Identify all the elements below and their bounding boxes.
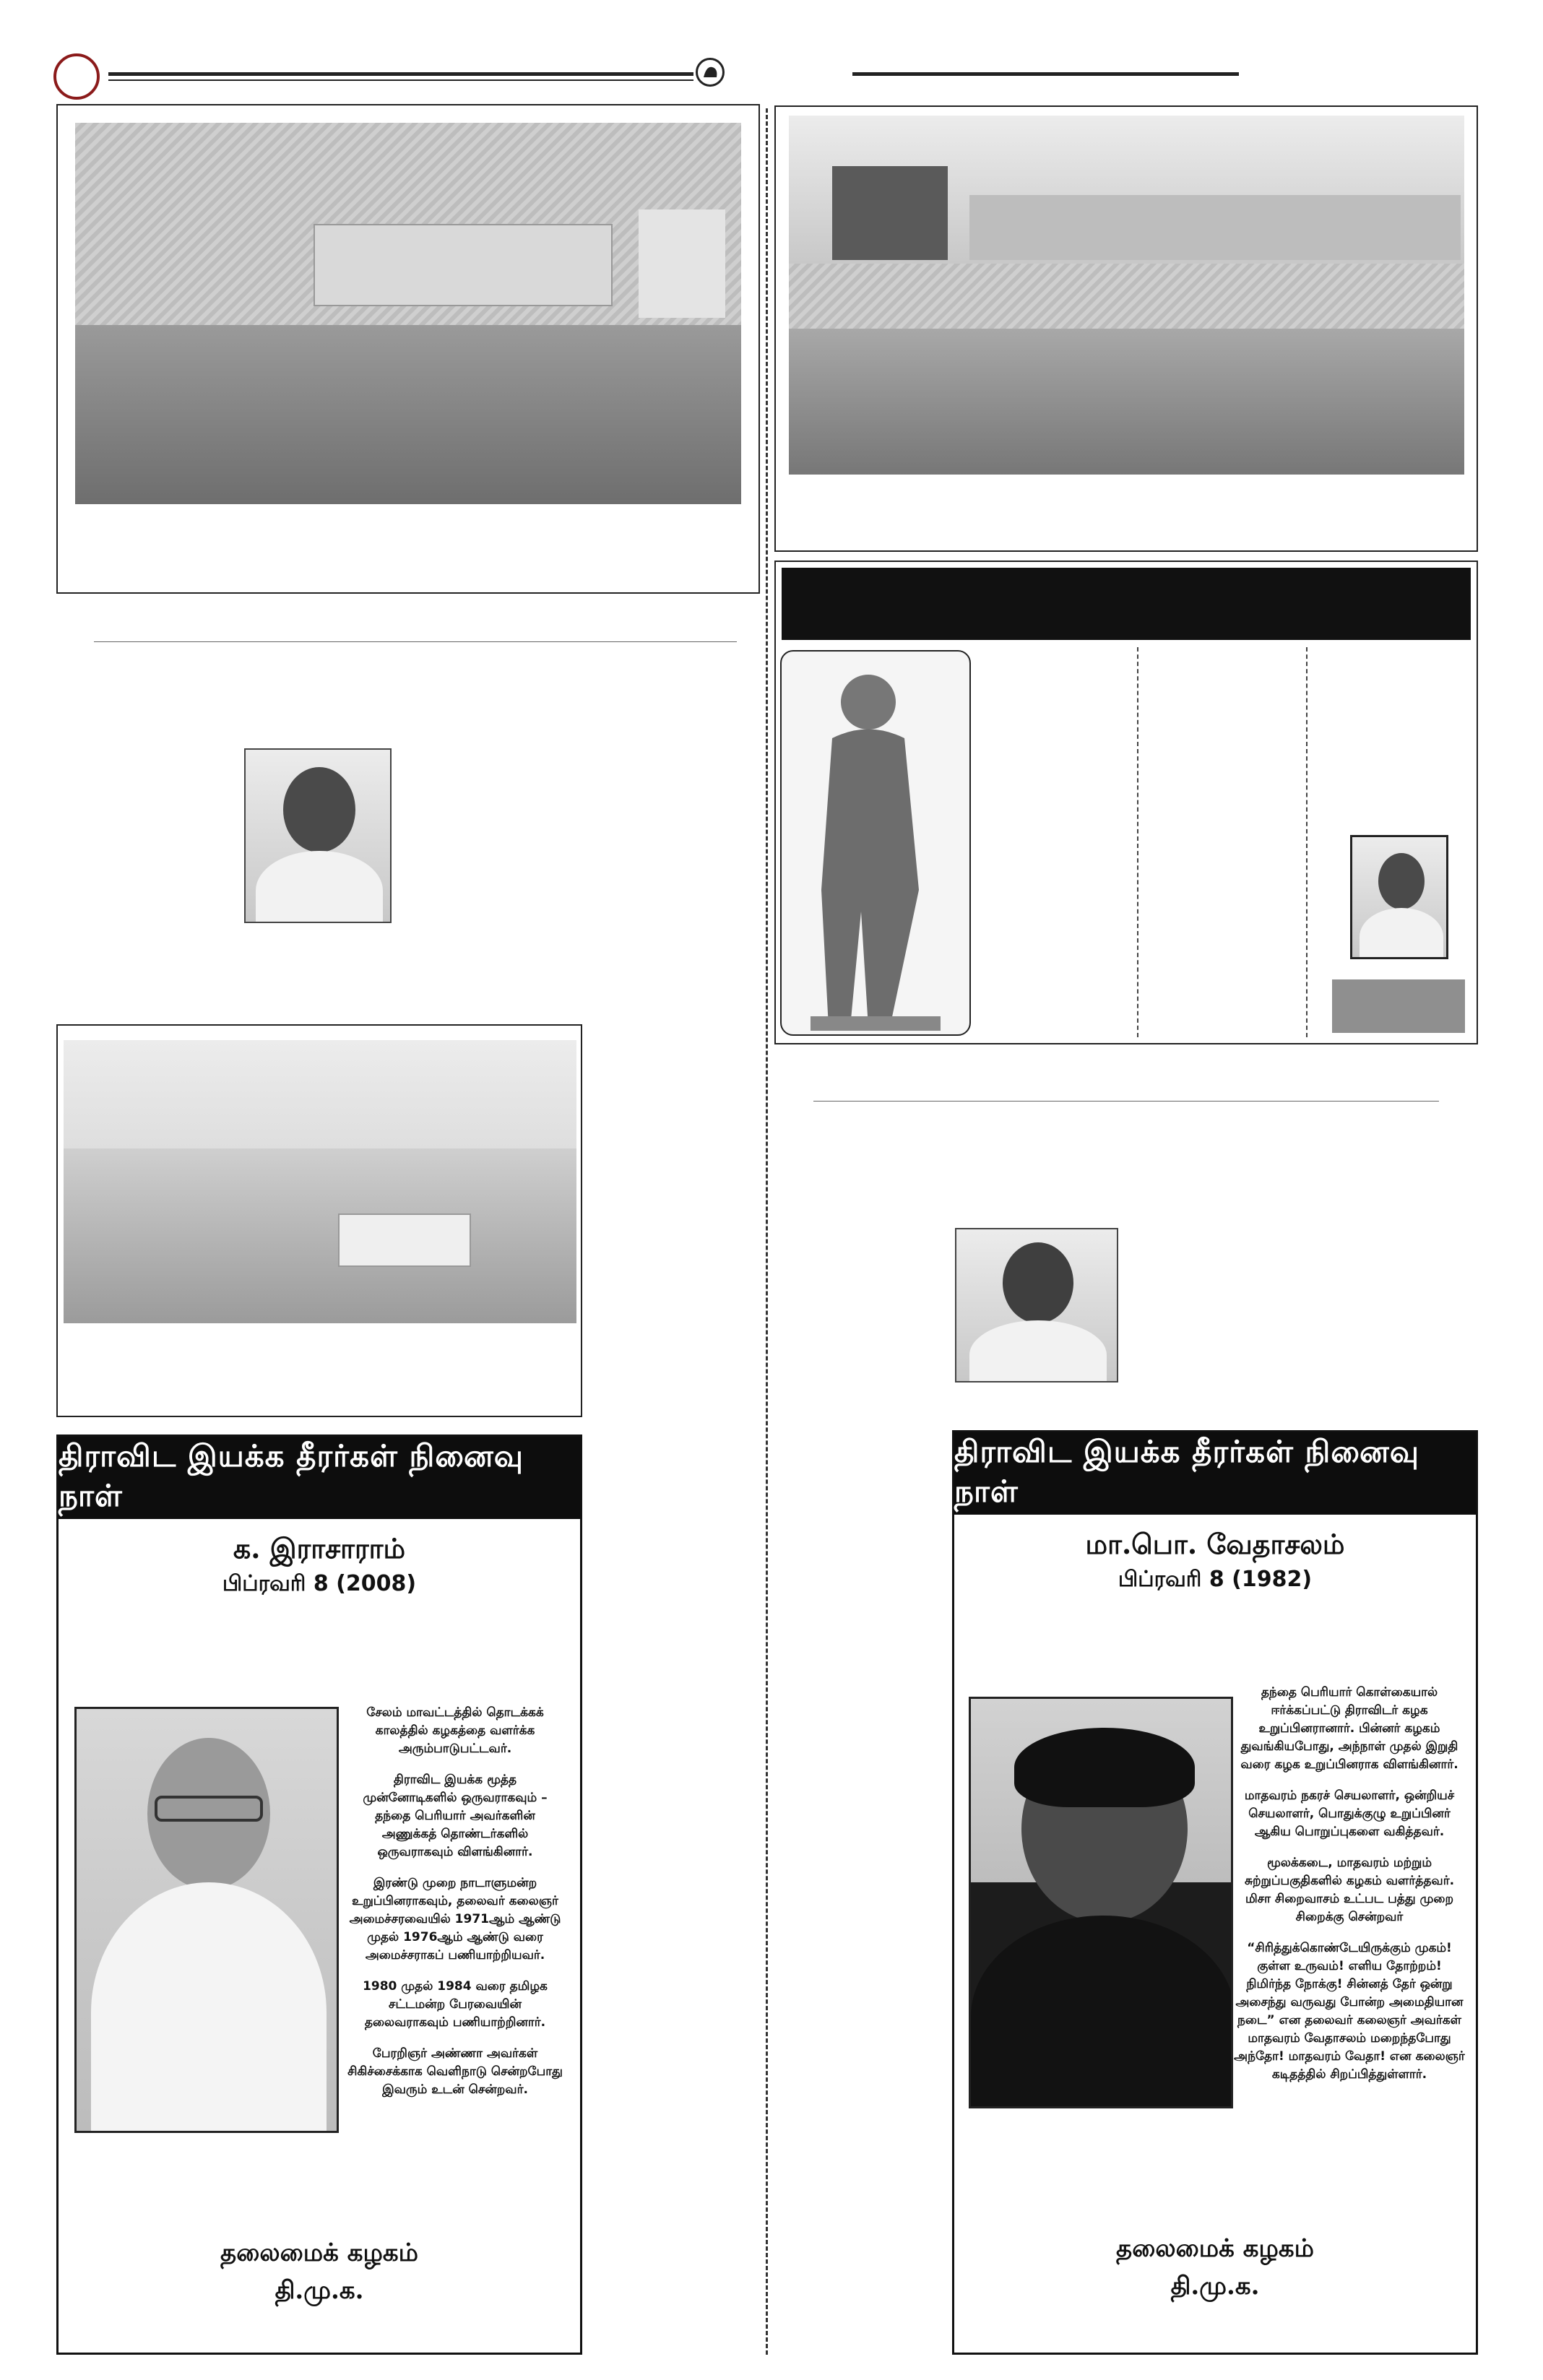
- statue-photo: [780, 650, 971, 1036]
- memorial-bio-2-para-1: தந்தை பெரியார் கொள்கையால் ஈர்க்கப்பட்டு திராவிடர் கழக உறுப்பினரானார். பின்னர் கழகம் துவங்கியபோது, அந்நாள் முதல் இறுதி வரை கழக உறுப்பினராக விளங்கினார்.: [1240, 1685, 1458, 1772]
- memorial-header-2: திராவிட இயக்க தீரர்கள் நினைவு நாள்: [954, 1432, 1476, 1515]
- memorial-signature-2-line-1: தலைமைக் கழகம்: [1116, 2234, 1314, 2263]
- rally-photo-box: [56, 104, 760, 594]
- memorial-signature-1-line-2: தி.மு.க.: [275, 2276, 364, 2305]
- masthead-rule-left-thin: [108, 79, 693, 81]
- memorial-signature-1: [59, 2234, 580, 2309]
- leader-portrait-photo-1: [244, 748, 392, 923]
- feature-column-divider-2: [1306, 647, 1308, 1037]
- memorial-notice-1: [56, 1435, 582, 2355]
- stage-speech-photo: [789, 116, 1464, 264]
- memorial-notice-2: [952, 1430, 1478, 2355]
- memorial-bio-2-para-4: “சிரித்துக்கொண்டேயிருக்கும் முகம்! குள்ள உருவம்! எளிய தோற்றம்! நிமிர்ந்த நோக்கு! சின்னத் தேர் ஒன்று அசைந்து வருவது போன்ற அமைதியான நடை” என தலைவர் கலைஞர் அவர்கள் மாதவரம் வேதாசலம் மறைந்தபோது அந்தோ! மாதவரம் வேதா! என கலைஞர் கடிதத்தில் சிறப்பித்துள்ளார்.: [1234, 1941, 1465, 2082]
- memorial-bio-2: [1233, 1684, 1466, 2097]
- memorial-bio-2-para-3: மூலக்கடை, மாதவரம் மற்றும் சுற்றுப்பகுதிகளில் கழகம் வளர்த்தவர். மிசா சிறைவாசம் உட்பட பத்து முறை சிறைக்கு சென்றவர்: [1244, 1856, 1455, 1924]
- article-rule-left: [94, 641, 737, 642]
- memorial-bio-1-para-1: சேலம் மாவட்டத்தில் தொடக்கக் காலத்தில் கழகத்தை வளர்க்க அரும்பாடுபட்டவர்.: [366, 1705, 544, 1756]
- memorial-name-2: மா.பொ. வேதாசலம்: [1085, 1528, 1345, 1560]
- memorial-signature-2: [954, 2230, 1476, 2305]
- masthead-rule-left: [108, 72, 693, 76]
- memorial-signature-2-line-2: தி.மு.க.: [1170, 2272, 1260, 2301]
- memorial-bio-1-para-4: 1980 முதல் 1984 வரை தமிழக சட்டமன்ற பேரவையின் தலைவராகவும் பணியாற்றினார்.: [363, 1979, 548, 2030]
- feature-column-divider-1: [1137, 647, 1138, 1037]
- memorial-portrait-2: [969, 1697, 1233, 2108]
- hall-meeting-photo: [64, 1040, 576, 1323]
- audience-crowd-photo: [789, 264, 1464, 475]
- page-number-badge: [53, 53, 100, 100]
- feature-black-header-bar: [782, 568, 1471, 640]
- memorial-bio-1-para-5: பேரறிஞர் அண்ணா அவர்கள் சிகிச்சைக்காக வெளிநாடு சென்றபோது இவரும் உடன் சென்றவர்.: [347, 2046, 563, 2097]
- article-rule-right: [813, 1101, 1439, 1102]
- columnist-portrait-photo: [1350, 835, 1448, 959]
- rally-crowd-photo: [75, 123, 741, 504]
- memorial-date-2: பிப்ரவரி 8 (1982): [1118, 1567, 1313, 1592]
- hall-meeting-photo-box: [56, 1024, 582, 1417]
- memorial-bio-2-para-2: மாதவரம் நகரச் செயலாளர், ஒன்றியச் செயலாளர், பொதுக்குழு உறுப்பினர் ஆகிய பொறுப்புகளை வகித்தவர்.: [1244, 1788, 1455, 1839]
- leader-portrait-photo-2: [955, 1228, 1118, 1382]
- memorial-bio-1-para-3: இரண்டு முறை நாடாளுமன்ற உறுப்பினராகவும், தலைவர் கலைஞர் அமைச்சரவையில் 1971ஆம் ஆண்டு முதல் 1976ஆம் ஆண்டு வரை அமைச்சராகப் பணியாற்றியவர்.: [349, 1876, 561, 1963]
- columnist-name-grey-box: [1332, 979, 1465, 1033]
- memorial-date-1: பிப்ரவரி 8 (2008): [222, 1571, 417, 1596]
- column-divider: [766, 108, 768, 2355]
- statue-feature-box: [774, 561, 1478, 1044]
- party-emblem-icon: [696, 58, 725, 87]
- memorial-bio-1-para-2: திராவிட இயக்க மூத்த முன்னோடிகளில் ஒருவராகவும் – தந்தை பெரியார் அவர்களின் அணுக்கத் தொண்டர்களில் ஒருவராகவும் விளங்கினார்.: [363, 1773, 548, 1859]
- memorial-bio-1: [346, 1704, 564, 2112]
- memorial-header-1: திராவிட இயக்க தீரர்கள் நினைவு நாள்: [59, 1437, 580, 1519]
- masthead-rule-right: [852, 72, 1239, 76]
- memorial-name-1: க. இராசாராம்: [233, 1532, 406, 1565]
- memorial-portrait-1: [74, 1707, 339, 2133]
- memorial-signature-1-line-1: தலைமைக் கழகம்: [220, 2238, 418, 2267]
- meeting-photo-box: [774, 105, 1478, 552]
